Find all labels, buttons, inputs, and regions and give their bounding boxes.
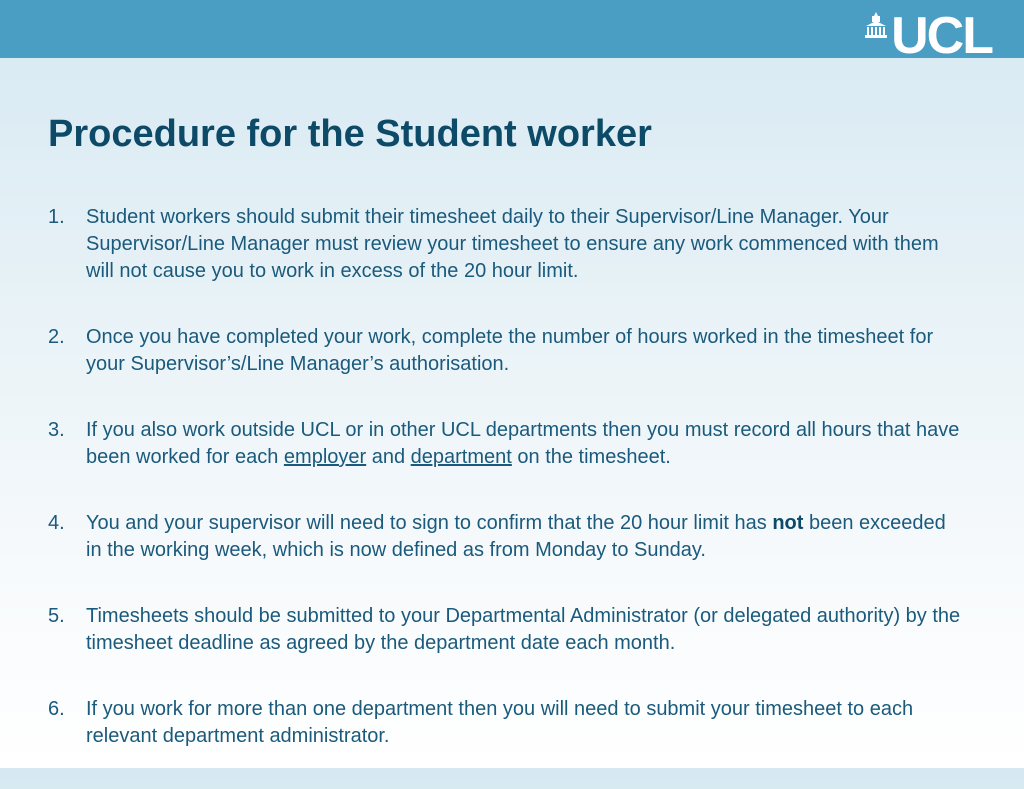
list-item <box>0 603 1024 657</box>
underlined-department: department <box>410 446 512 468</box>
text-part: on the timesheet. <box>511 446 671 468</box>
underlined-employer: employer <box>283 446 367 468</box>
text-part: been exceeded in the working week, which is now defined as from Monday to Sunday. <box>86 512 946 561</box>
item-number: 6. <box>48 698 65 720</box>
page-title: Procedure for the Student worker <box>48 113 652 155</box>
list-item <box>0 417 1024 471</box>
item-number: 2. <box>48 326 65 348</box>
item-text <box>86 512 946 561</box>
procedure-list <box>0 204 1024 789</box>
list-item <box>0 204 1024 285</box>
item-text: Once you have completed your work, complete the number of hours worked in the timesheet for your Supervisor’s/Line Manager’s authorisation. <box>86 326 934 375</box>
text-part: and <box>366 446 411 468</box>
item-text: Timesheets should be submitted to your Departmental Administrator (or delegated authority) by the timesheet deadline as agreed by the department date each month. <box>86 605 961 654</box>
item-text: If you work for more than one department then you will need to submit your timesheet to each relevant department administrator. <box>86 698 914 747</box>
list-item <box>0 510 1024 564</box>
item-number: 5. <box>48 605 65 627</box>
item-text <box>86 419 959 468</box>
logo-text: UCL <box>891 7 992 65</box>
bold-not: not <box>772 512 804 534</box>
list-item <box>0 696 1024 750</box>
portico-icon <box>865 12 887 38</box>
ucl-logo <box>865 7 992 65</box>
item-number: 3. <box>48 419 65 441</box>
text-part: You and your supervisor will need to sign to confirm that the 20 hour limit has <box>86 512 773 534</box>
text-part: If you also work outside UCL or in other UCL departments then you must record all hours that have been worked for each <box>86 419 960 468</box>
item-text: Student workers should submit their timesheet daily to their Supervisor/Line Manager. Your Supervisor/Line Manager must review your timesheet to ensure any work commenced with them will not cause you to work in excess of the 20 hour limit. <box>86 206 939 282</box>
list-item <box>0 324 1024 378</box>
item-number: 4. <box>48 512 65 534</box>
item-number: 1. <box>48 206 65 228</box>
